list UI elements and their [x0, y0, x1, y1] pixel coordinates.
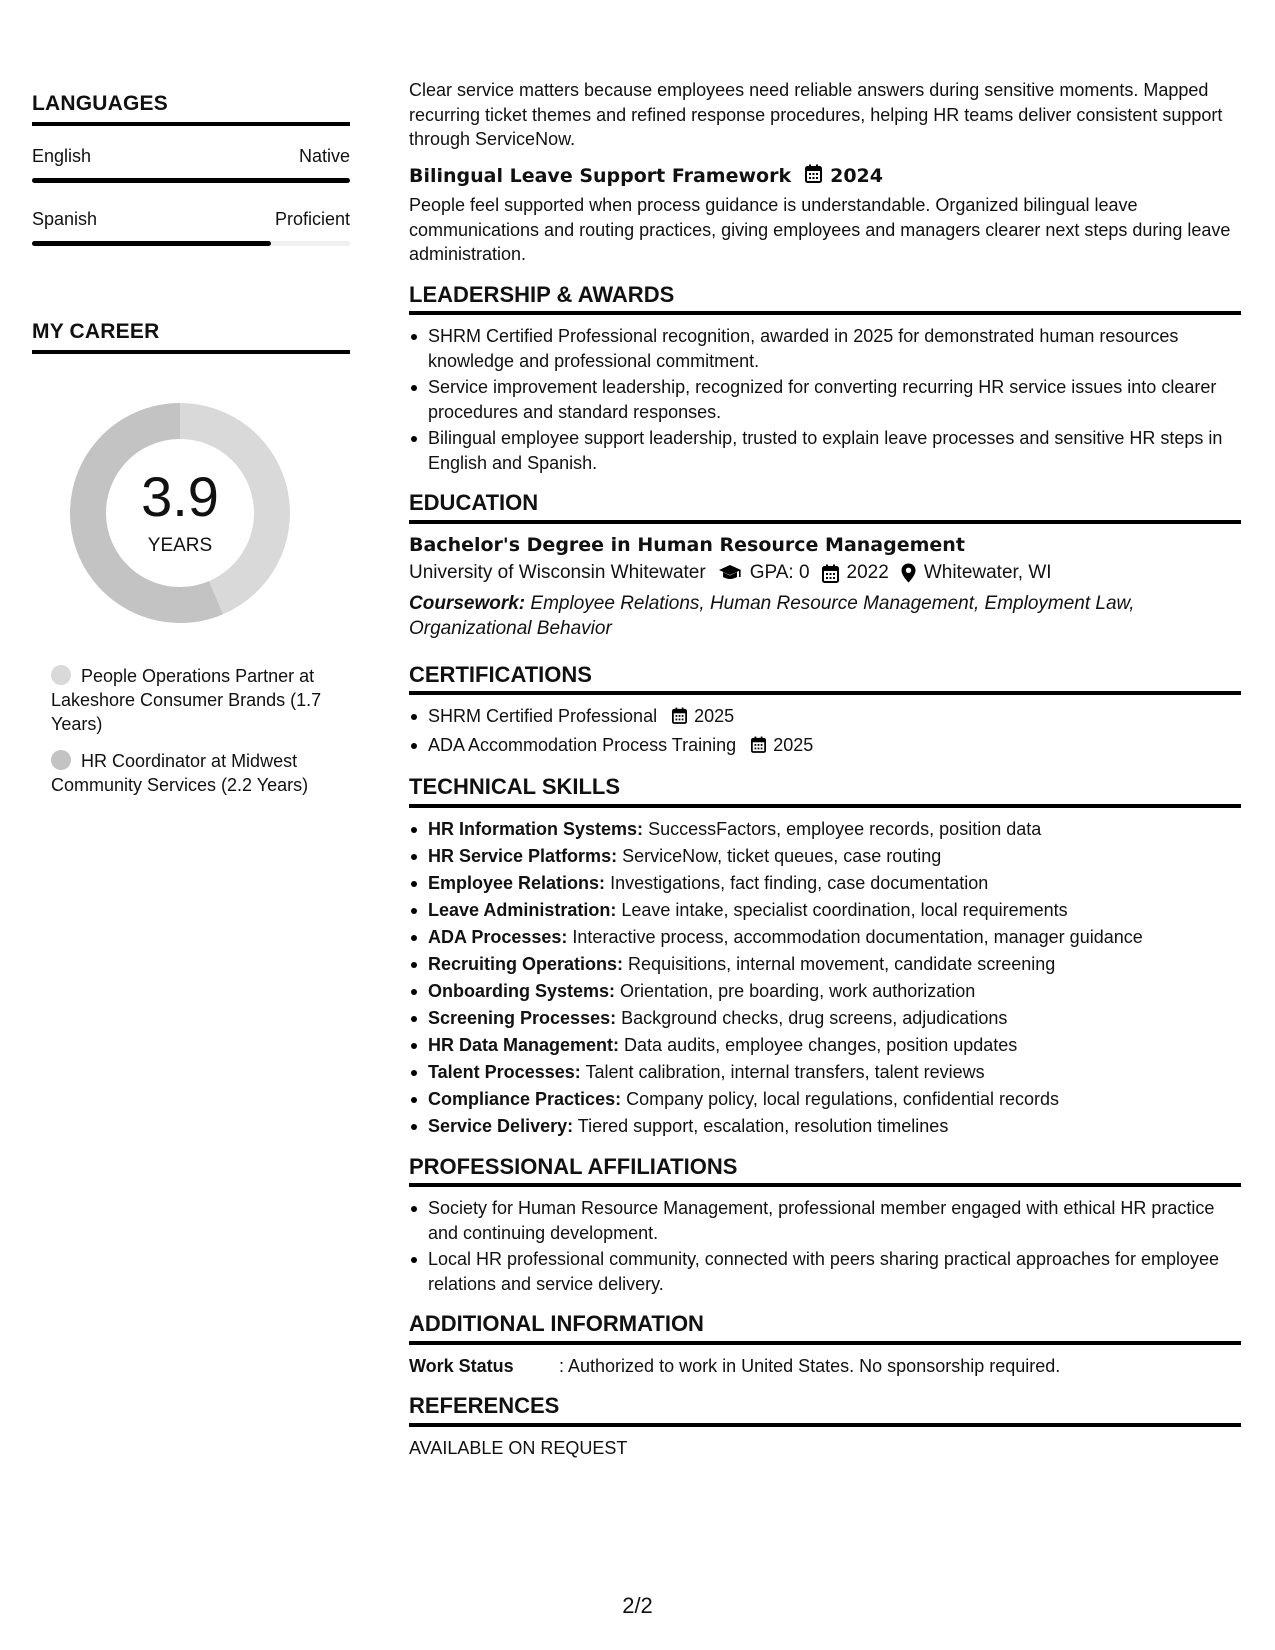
skill-label: ADA Processes:	[428, 926, 568, 947]
certifications-section	[409, 663, 1241, 760]
additional-info-heading: ADDITIONAL INFORMATION	[409, 1312, 1241, 1345]
calendar-icon	[672, 706, 689, 731]
skills-heading: TECHNICAL SKILLS	[409, 775, 1241, 808]
skill-item	[409, 952, 1241, 977]
graduation-year: 2022	[846, 562, 889, 583]
certification-date: 2025	[773, 734, 814, 755]
career-legend-label: HR Coordinator at Midwest Community Services (2.2 Years)	[51, 751, 309, 795]
projects-section	[409, 78, 1241, 267]
career-legend-item	[51, 749, 350, 797]
language-name: English	[32, 146, 92, 166]
affiliation-item: Society for Human Resource Management, professional member engaged with ethical HR practice and continuing development.	[409, 1196, 1241, 1245]
project-title-row	[409, 164, 1241, 190]
language-proficiency-fill	[32, 241, 271, 246]
education-meta	[409, 561, 1241, 586]
coursework-label: Coursework:	[409, 592, 526, 614]
leadership-item: Bilingual employee support leadership, trusted to explain leave processes and sensitive HR steps in English and Spanish.	[409, 426, 1241, 475]
language-proficiency-fill	[32, 178, 350, 183]
languages-heading: LANGUAGES	[32, 92, 350, 126]
language-name: Spanish	[32, 209, 98, 229]
skill-value: Investigations, fact finding, case documentation	[610, 872, 989, 893]
project-date: 2024	[830, 165, 883, 187]
career-legend	[51, 664, 350, 797]
calendar-icon	[751, 735, 768, 760]
skill-label: Onboarding Systems:	[428, 980, 616, 1001]
skill-value: Requisitions, internal movement, candidate screening	[628, 953, 1056, 974]
skill-item	[409, 979, 1241, 1004]
work-status-label: Work Status	[409, 1355, 514, 1376]
skill-value: Background checks, drug screens, adjudications	[621, 1007, 1008, 1028]
skill-value: Leave intake, specialist coordination, local requirements	[621, 899, 1068, 920]
calendar-icon	[805, 164, 822, 190]
coursework	[409, 591, 1241, 641]
skill-label: HR Service Platforms:	[428, 845, 618, 866]
skill-label: Compliance Practices:	[428, 1088, 622, 1109]
work-status-value: : Authorized to work in United States. No sponsorship required.	[559, 1355, 1061, 1376]
skill-label: HR Data Management:	[428, 1034, 620, 1055]
skill-item	[409, 925, 1241, 950]
project-title: Bilingual Leave Support Framework	[409, 165, 792, 187]
certification-name: SHRM Certified Professional	[428, 706, 658, 726]
school-name: University of Wisconsin Whitewater	[409, 562, 706, 583]
education-heading: EDUCATION	[409, 491, 1241, 524]
skill-item	[409, 817, 1241, 842]
page-number: 2/2	[622, 1593, 653, 1618]
references-section	[409, 1394, 1241, 1460]
career-legend-label: People Operations Partner at Lakeshore Consumer Brands (1.7 Years)	[51, 666, 322, 734]
skill-label: Talent Processes:	[428, 1061, 581, 1082]
leadership-section	[409, 283, 1241, 476]
career-total-years: 3.9	[141, 465, 219, 528]
leadership-heading: LEADERSHIP & AWARDS	[409, 283, 1241, 316]
language-proficiency-bar	[32, 241, 350, 246]
language-level: Native	[298, 146, 350, 166]
skill-item	[409, 844, 1241, 869]
skill-item	[409, 871, 1241, 896]
skill-value: Talent calibration, internal transfers, talent reviews	[585, 1061, 985, 1082]
affiliations-section	[409, 1155, 1241, 1297]
skill-label: Leave Administration:	[428, 899, 617, 920]
references-heading: REFERENCES	[409, 1394, 1241, 1427]
project-description: People feel supported when process guidance is understandable. Organized bilingual leave communications and routing practices, giving employees and managers clearer next steps during leave administration.	[409, 195, 1231, 264]
skill-label: Screening Processes:	[428, 1007, 617, 1028]
certification-item	[409, 704, 1241, 731]
graduation-cap-icon	[718, 564, 742, 582]
skill-item	[409, 1087, 1241, 1112]
career-heading: MY CAREER	[32, 320, 350, 354]
skill-value: Company policy, local regulations, confidential records	[626, 1088, 1059, 1109]
skill-value: Interactive process, accommodation documentation, manager guidance	[572, 926, 1143, 947]
gpa: GPA: 0	[749, 562, 810, 583]
left-column	[32, 92, 350, 810]
certifications-heading: CERTIFICATIONS	[409, 663, 1241, 696]
skill-value: Tiered support, escalation, resolution timelines	[577, 1115, 949, 1136]
language-level: Proficient	[274, 209, 350, 229]
calendar-icon	[822, 564, 839, 583]
skill-item	[409, 1033, 1241, 1058]
skill-value: Orientation, pre boarding, work authorization	[620, 980, 976, 1001]
certification-item	[409, 733, 1241, 760]
leadership-item: SHRM Certified Professional recognition, awarded in 2025 for demonstrated human resources knowledge and professional commitment.	[409, 324, 1241, 373]
leadership-item: Service improvement leadership, recognized for converting recurring HR service issues into clearer procedures and standard responses.	[409, 375, 1241, 424]
degree-title: Bachelor's Degree in Human Resource Management	[409, 533, 965, 556]
career-section	[32, 320, 350, 797]
references-text: AVAILABLE ON REQUEST	[409, 1437, 628, 1458]
location-pin-icon	[901, 563, 916, 583]
legend-dot-icon	[51, 665, 71, 685]
career-years-unit: YEARS	[147, 535, 213, 556]
skill-value: ServiceNow, ticket queues, case routing	[622, 845, 942, 866]
skill-label: HR Information Systems:	[428, 818, 644, 839]
career-legend-item	[51, 664, 350, 736]
coursework-list: Employee Relations, Human Resource Management, Employment Law, Organizational Behavior	[409, 592, 1135, 639]
legend-dot-icon	[51, 750, 71, 770]
language-proficiency-bar	[32, 178, 350, 183]
skill-label: Recruiting Operations:	[428, 953, 624, 974]
skill-item	[409, 1060, 1241, 1085]
certification-name: ADA Accommodation Process Training	[428, 734, 737, 755]
affiliation-item: Local HR professional community, connected with peers sharing practical approaches for employee relations and service delivery.	[409, 1247, 1241, 1296]
school-location: Whitewater, WI	[923, 562, 1052, 583]
skill-item	[409, 1006, 1241, 1031]
skill-label: Employee Relations:	[428, 872, 606, 893]
skill-label: Service Delivery:	[428, 1115, 574, 1136]
additional-info-section	[409, 1312, 1241, 1378]
work-status-row	[409, 1354, 1241, 1379]
education-section	[409, 491, 1241, 641]
skill-value: Data audits, employee changes, position updates	[624, 1034, 1018, 1055]
skills-section	[409, 775, 1241, 1139]
career-donut-chart	[65, 398, 295, 628]
certification-date: 2025	[694, 706, 735, 726]
project-description: Clear service matters because employees need reliable answers during sensitive moments. Mapped recurring ticket themes and refined response procedures, helping HR teams deliver consistent support through ServiceNow.	[409, 80, 1223, 149]
skill-item	[409, 1114, 1241, 1139]
right-column	[409, 78, 1241, 1460]
languages-section	[32, 92, 350, 246]
skill-value: SuccessFactors, employee records, position data	[648, 818, 1042, 839]
language-item	[32, 209, 350, 246]
language-item	[32, 146, 350, 183]
skill-item	[409, 898, 1241, 923]
affiliations-heading: PROFESSIONAL AFFILIATIONS	[409, 1155, 1241, 1188]
